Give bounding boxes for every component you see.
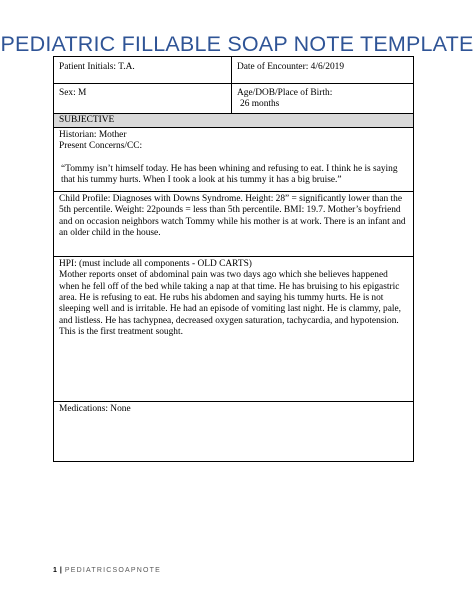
medications-text: Medications: None — [59, 403, 131, 414]
document-title: PEDIATRIC FILLABLE SOAP NOTE TEMPLATE — [0, 32, 474, 56]
medications-field[interactable] — [54, 401, 414, 461]
subjective-heading-text: SUBJECTIVE — [59, 114, 115, 125]
age-value: 26 months — [240, 99, 280, 110]
sex-text: Sex: M — [59, 88, 87, 98]
historian-text: Historian: Mother — [59, 129, 127, 140]
hpi-field[interactable] — [54, 256, 414, 401]
age-dob-field[interactable] — [232, 84, 414, 114]
patient-initials-text: Patient Initials: T.A. — [59, 62, 135, 72]
footer-label: PEDIATRICSOAPNOTE — [64, 567, 161, 574]
soap-note-form — [53, 56, 414, 462]
date-of-encounter-field[interactable] — [232, 57, 414, 84]
child-profile-field[interactable] — [54, 191, 414, 256]
date-of-encounter-text: Date of Encounter: 4/6/2019 — [237, 62, 345, 72]
page-number: 1 — [53, 567, 57, 574]
hpi-text: Mother reports onset of abdominal pain was two days ago which she believes happened when he fell off of the bed while taking a nap at that time. He has bruising to his epigastric area. He is refusing to eat. He rubs his abdomen and saying his tummy hurts. He is not sleeping well and is irritable. He had an episode of vomiting last night. He is clammy, pale, and listless. He has tachypnea, decreased oxygen saturation, tachycardia, and hypotension. This is the first treatment sought. — [59, 270, 402, 338]
concerns-label: Present Concerns/CC: — [59, 141, 143, 152]
page-footer — [53, 567, 161, 574]
sex-field[interactable] — [54, 84, 232, 114]
subjective-heading — [54, 113, 414, 127]
concerns-quote: “Tommy isn’t himself today. He has been whining and refusing to eat. I think he is saying that his tummy hurts. When I took a look at his tummy it has a big bruise.” — [61, 163, 398, 186]
footer-separator: | — [59, 567, 62, 574]
concerns-field[interactable] — [54, 127, 414, 191]
hpi-label: HPI: (must include all components - OLD CARTS) — [59, 258, 252, 269]
patient-initials-field[interactable] — [54, 57, 232, 84]
child-profile-text: Child Profile: Diagnoses with Downs Syndrome. Height: 28” = significantly lower than the 5th percentile. Weight: 22pounds = less than 5th percentile. BMI: 19.7. Mother’s boyfriend and on occasion neighbors watch Tommy while his mother is at work. There is an infant and an older child in the house. — [59, 193, 406, 239]
age-dob-label: Age/DOB/Place of Birth: — [237, 88, 333, 98]
